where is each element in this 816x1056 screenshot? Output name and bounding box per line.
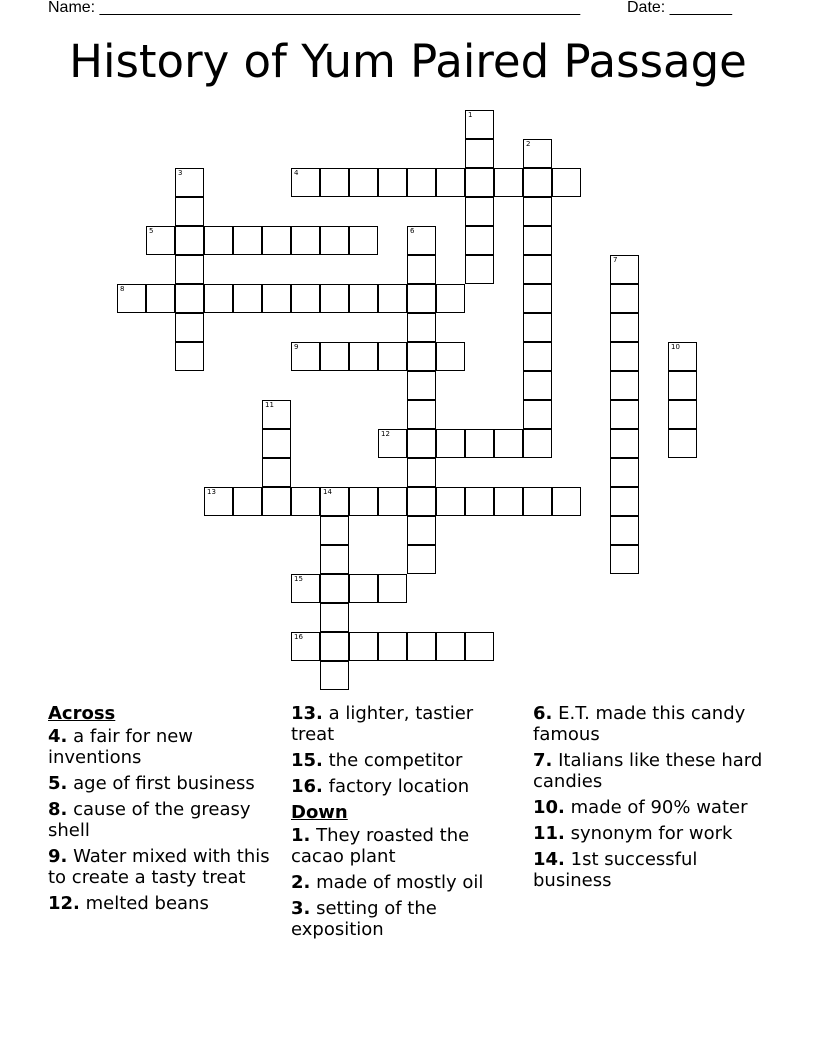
grid-cell[interactable]: [349, 342, 378, 371]
grid-cell[interactable]: [523, 197, 552, 226]
date-field[interactable]: Date: _______: [627, 0, 732, 16]
cell-number: 1: [468, 111, 473, 119]
grid-cell[interactable]: [523, 400, 552, 429]
grid-cell[interactable]: [610, 255, 639, 284]
grid-cell[interactable]: [204, 226, 233, 255]
grid-cell[interactable]: [523, 371, 552, 400]
grid-cell[interactable]: [407, 284, 436, 313]
grid-cell[interactable]: [291, 342, 320, 371]
grid-cell[interactable]: [668, 400, 697, 429]
grid-cell[interactable]: [465, 168, 494, 197]
clue-down: [533, 823, 773, 844]
grid-cell[interactable]: [320, 342, 349, 371]
clue-text: factory location: [328, 776, 470, 797]
grid-cell[interactable]: [262, 400, 291, 429]
grid-cell[interactable]: [262, 284, 291, 313]
grid-cell[interactable]: [610, 284, 639, 313]
grid-cell[interactable]: [407, 516, 436, 545]
grid-cell[interactable]: [175, 255, 204, 284]
grid-cell[interactable]: [465, 429, 494, 458]
grid-cell[interactable]: [204, 487, 233, 516]
grid-cell[interactable]: [175, 168, 204, 197]
cell-number: 10: [671, 343, 680, 351]
grid-cell[interactable]: [320, 632, 349, 661]
grid-cell[interactable]: [407, 168, 436, 197]
grid-cell[interactable]: [610, 487, 639, 516]
grid-cell[interactable]: [320, 516, 349, 545]
grid-cell[interactable]: [436, 632, 465, 661]
clue-text: melted beans: [85, 893, 209, 914]
clue-text: a lighter, tastier treat: [291, 703, 474, 745]
grid-cell[interactable]: [610, 371, 639, 400]
grid-cell[interactable]: [378, 487, 407, 516]
cell-number: 15: [294, 575, 303, 583]
cell-number: 8: [120, 285, 125, 293]
clues-column-3: [533, 703, 773, 896]
grid-cell[interactable]: [407, 226, 436, 255]
clue-across: [48, 799, 278, 841]
grid-cell[interactable]: [436, 429, 465, 458]
cell-number: 3: [178, 169, 183, 177]
clue-number: 16.: [291, 776, 323, 797]
grid-cell[interactable]: [436, 487, 465, 516]
grid-cell[interactable]: [146, 226, 175, 255]
clue-text: They roasted the cacao plant: [291, 825, 470, 867]
grid-cell[interactable]: [146, 284, 175, 313]
clue-number: 4.: [48, 726, 68, 747]
clue-down: [291, 898, 521, 940]
grid-cell[interactable]: [523, 487, 552, 516]
grid-cell[interactable]: [465, 139, 494, 168]
clue-across: [291, 750, 521, 771]
clue-text: made of mostly oil: [316, 872, 484, 893]
grid-cell[interactable]: [407, 313, 436, 342]
clue-number: 11.: [533, 823, 565, 844]
clue-across: [48, 846, 278, 888]
across-heading: Across: [48, 703, 116, 724]
grid-cell[interactable]: [378, 284, 407, 313]
grid-cell[interactable]: [320, 226, 349, 255]
grid-cell[interactable]: [320, 603, 349, 632]
grid-cell[interactable]: [291, 226, 320, 255]
clue-text: Italians like these hard candies: [533, 750, 763, 792]
cell-number: 7: [613, 256, 618, 264]
grid-cell[interactable]: [349, 226, 378, 255]
grid-cell[interactable]: [465, 197, 494, 226]
grid-cell[interactable]: [378, 342, 407, 371]
grid-cell[interactable]: [407, 429, 436, 458]
grid-cell[interactable]: [262, 487, 291, 516]
grid-cell[interactable]: [552, 168, 581, 197]
grid-cell[interactable]: [291, 168, 320, 197]
grid-cell[interactable]: [523, 168, 552, 197]
grid-cell[interactable]: [117, 284, 146, 313]
grid-cell[interactable]: [378, 168, 407, 197]
grid-cell[interactable]: [523, 429, 552, 458]
grid-cell[interactable]: [436, 168, 465, 197]
grid-cell[interactable]: [378, 632, 407, 661]
clue-text: synonym for work: [570, 823, 733, 844]
grid-cell[interactable]: [175, 342, 204, 371]
grid-cell[interactable]: [378, 429, 407, 458]
grid-cell[interactable]: [320, 545, 349, 574]
grid-cell[interactable]: [320, 284, 349, 313]
clue-number: 10.: [533, 797, 565, 818]
clue-number: 7.: [533, 750, 553, 771]
grid-cell[interactable]: [262, 226, 291, 255]
grid-cell[interactable]: [204, 284, 233, 313]
cell-number: 9: [294, 343, 299, 351]
down-heading: Down: [291, 802, 348, 823]
grid-cell[interactable]: [320, 661, 349, 690]
clue-number: 5.: [48, 773, 68, 794]
grid-cell[interactable]: [320, 574, 349, 603]
grid-cell[interactable]: [407, 487, 436, 516]
grid-cell[interactable]: [610, 516, 639, 545]
clue-text: Water mixed with this to create a tasty treat: [48, 846, 270, 888]
clues-column-2: [291, 703, 521, 945]
grid-cell[interactable]: [494, 429, 523, 458]
clue-down: [533, 797, 773, 818]
clue-text: age of first business: [73, 773, 255, 794]
grid-cell[interactable]: [668, 342, 697, 371]
grid-cell[interactable]: [552, 487, 581, 516]
cell-number: 4: [294, 169, 299, 177]
clues-column-1: [48, 703, 278, 919]
grid-cell[interactable]: [175, 197, 204, 226]
grid-cell[interactable]: [436, 342, 465, 371]
grid-cell[interactable]: [291, 284, 320, 313]
grid-cell[interactable]: [291, 487, 320, 516]
grid-cell[interactable]: [175, 313, 204, 342]
clue-number: 6.: [533, 703, 553, 724]
grid-cell[interactable]: [349, 632, 378, 661]
grid-cell[interactable]: [523, 139, 552, 168]
grid-cell[interactable]: [233, 284, 262, 313]
grid-cell[interactable]: [349, 284, 378, 313]
clue-down: [291, 872, 521, 893]
grid-cell[interactable]: [494, 487, 523, 516]
grid-cell[interactable]: [233, 487, 262, 516]
grid-cell[interactable]: [320, 168, 349, 197]
clue-across: [48, 893, 278, 914]
grid-cell[interactable]: [407, 400, 436, 429]
clue-text: the competitor: [328, 750, 463, 771]
grid-cell[interactable]: [523, 342, 552, 371]
grid-cell[interactable]: [494, 168, 523, 197]
clue-across: [291, 776, 521, 797]
grid-cell[interactable]: [407, 632, 436, 661]
grid-cell[interactable]: [610, 400, 639, 429]
clue-text: a fair for new inventions: [48, 726, 194, 768]
cell-number: 12: [381, 430, 390, 438]
clue-across: [48, 773, 278, 794]
grid-cell[interactable]: [407, 342, 436, 371]
clue-number: 15.: [291, 750, 323, 771]
grid-cell[interactable]: [291, 632, 320, 661]
grid-cell[interactable]: [465, 255, 494, 284]
grid-cell[interactable]: [436, 284, 465, 313]
clue-number: 12.: [48, 893, 80, 914]
grid-cell[interactable]: [465, 226, 494, 255]
grid-cell[interactable]: [407, 458, 436, 487]
clue-number: 13.: [291, 703, 323, 724]
cell-number: 2: [526, 140, 531, 148]
grid-cell[interactable]: [610, 342, 639, 371]
cell-number: 5: [149, 227, 154, 235]
cell-number: 16: [294, 633, 303, 641]
clue-text: cause of the greasy shell: [48, 799, 251, 841]
clue-down: [533, 703, 773, 745]
clue-number: 14.: [533, 849, 565, 870]
grid-cell[interactable]: [291, 574, 320, 603]
cell-number: 6: [410, 227, 415, 235]
grid-cell[interactable]: [378, 574, 407, 603]
clue-number: 9.: [48, 846, 68, 867]
grid-cell[interactable]: [175, 284, 204, 313]
grid-cell[interactable]: [610, 458, 639, 487]
clue-down: [291, 825, 521, 867]
grid-cell[interactable]: [523, 226, 552, 255]
grid-cell[interactable]: [349, 168, 378, 197]
clue-text: E.T. made this candy famous: [533, 703, 746, 745]
clue-number: 1.: [291, 825, 311, 846]
clue-number: 8.: [48, 799, 68, 820]
grid-cell[interactable]: [668, 371, 697, 400]
puzzle-title: History of Yum Paired Passage: [69, 35, 747, 88]
grid-cell[interactable]: [610, 545, 639, 574]
clue-down: [533, 849, 773, 891]
clue-across: [48, 726, 278, 768]
clue-down: [533, 750, 773, 792]
grid-cell[interactable]: [668, 429, 697, 458]
clue-number: 3.: [291, 898, 311, 919]
grid-cell[interactable]: [407, 545, 436, 574]
clue-number: 2.: [291, 872, 311, 893]
cell-number: 14: [323, 488, 332, 496]
grid-cell[interactable]: [523, 255, 552, 284]
grid-cell[interactable]: [349, 574, 378, 603]
clue-text: setting of the exposition: [291, 898, 437, 940]
clue-text: made of 90% water: [570, 797, 748, 818]
grid-cell[interactable]: [465, 632, 494, 661]
grid-cell[interactable]: [175, 226, 204, 255]
grid-cell[interactable]: [523, 313, 552, 342]
grid-cell[interactable]: [320, 487, 349, 516]
grid-cell[interactable]: [349, 487, 378, 516]
grid-cell[interactable]: [407, 255, 436, 284]
grid-cell[interactable]: [262, 458, 291, 487]
cell-number: 13: [207, 488, 216, 496]
grid-cell[interactable]: [262, 429, 291, 458]
grid-cell[interactable]: [465, 110, 494, 139]
name-field[interactable]: Name: ______________________________________________________: [48, 0, 581, 16]
grid-cell[interactable]: [523, 284, 552, 313]
clue-text: 1st successful business: [533, 849, 698, 891]
grid-cell[interactable]: [233, 226, 262, 255]
clue-across: [291, 703, 521, 745]
grid-cell[interactable]: [610, 313, 639, 342]
grid-cell[interactable]: [407, 371, 436, 400]
cell-number: 11: [265, 401, 274, 409]
grid-cell[interactable]: [465, 487, 494, 516]
grid-cell[interactable]: [610, 429, 639, 458]
